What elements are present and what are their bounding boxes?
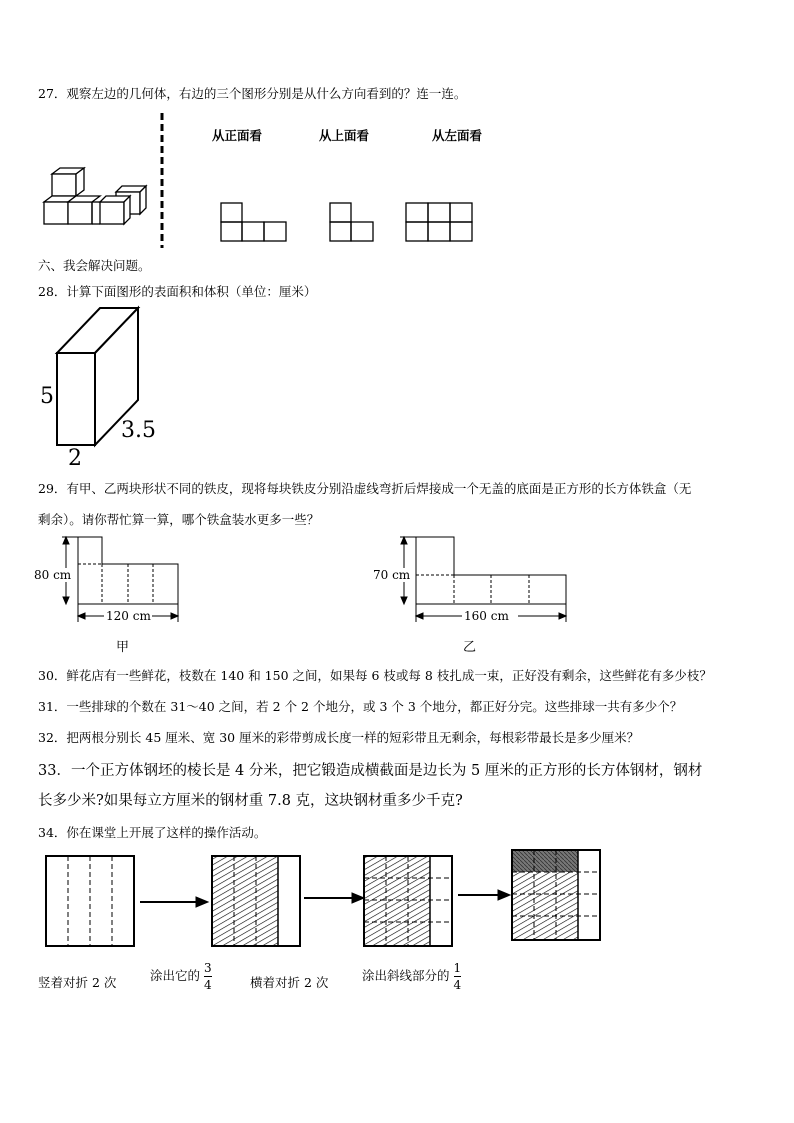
q32-text: 32．把两根分别长 45 厘米、宽 30 厘米的彩带剪成长度一样的短彩带且无剩余，每根彩带最长是多少厘米？ [38,730,640,745]
q30-text: 30．鲜花店有一些鲜花，枝数在 140 和 150 之间，如果每 6 枝或每 8 枝扎成一束，正好没有剩余，这些鲜花有多少枝？ [38,668,712,683]
yi-width-label: 160 cm [464,609,509,623]
q28-text: 28．计算下面图形的表面积和体积（单位：厘米） [38,284,317,299]
yi-caption: 乙 [463,640,477,655]
q33-text-line1: 33．一个正方体钢坯的棱长是 4 分米，把它锻造成横截面是边长为 5 厘米的正方形的长方体钢材，钢材 [38,763,703,779]
step2-caption [150,962,212,991]
dim-depth: 3.5 [121,418,156,443]
section-6-heading: 六、我会解决问题。 [38,258,151,273]
fraction-one-quarter: $\frac{1}{4}$ [453,961,462,992]
jia-width-label: 120 cm [106,609,151,623]
view-label-front: 从正面看 [212,128,263,143]
q27-text: 27．观察左边的几何体，右边的三个图形分别是从什么方向看到的？连一连。 [38,86,467,101]
yi-height-label: 70 cm [373,568,411,582]
q33-text-line2: 长多少米?如果每立方厘米的钢材重 7.8 克，这块钢材重多少千克? [38,793,463,809]
step2-label: 涂出它的 [150,968,201,983]
q31-text: 31．一些排球的个数在 31～40 之间，若 2 个 2 个地分，或 3 个 3 个地分，都正好分完。这些排球一共有多少个？ [38,699,683,714]
step3-caption: 横着对折 2 次 [250,975,329,990]
step4-label: 涂出斜线部分的 [362,968,450,983]
jia-height-label: 80 cm [34,568,72,582]
view-label-top: 从上面看 [319,128,370,143]
fraction-three-quarters: $\frac{3}{4}$ [204,961,212,992]
step4-caption [362,962,461,991]
q29-text-line2: 剩余）。请你帮忙算一算，哪个铁盒装水更多一些？ [38,512,320,527]
dim-width: 2 [68,446,82,471]
view-label-left: 从左面看 [432,128,483,143]
q29-text-line1: 29．有甲、乙两块形状不同的铁皮，现将每块铁皮分别沿虚线弯折后焊接成一个无盖的底面是正方形的长方体铁盒（无 [38,481,692,496]
q34-text: 34．你在课堂上开展了这样的操作活动。 [38,825,267,840]
jia-caption: 甲 [116,640,130,655]
dim-height: 5 [40,384,54,409]
step1-caption: 竖着对折 2 次 [38,975,117,990]
